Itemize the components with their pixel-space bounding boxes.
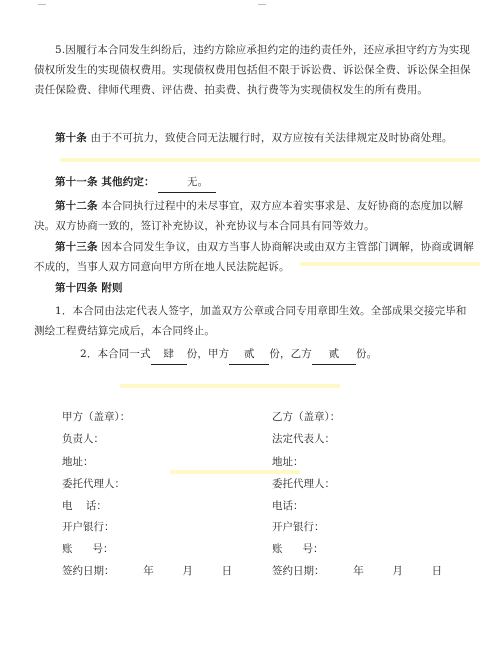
party-a-phone: 电 话： bbox=[62, 500, 107, 512]
party-a-date-label: 签约日期： bbox=[62, 565, 115, 577]
party-b-address: 地址： bbox=[272, 456, 304, 468]
party-a-account: 账 号： bbox=[62, 543, 114, 555]
clause11-title: 第十一条 其他约定： bbox=[55, 176, 155, 188]
copies-party-a: 贰 bbox=[229, 344, 269, 365]
clause12-text: 本合同执行过程中的未尽事宜，双方应本着实事求是、友好协商的态度加以解决。双方协商一致的，签订补充协议，补充协议与本合同具有同等效力。 bbox=[34, 200, 464, 232]
clause12-title: 第十二条 bbox=[55, 200, 98, 212]
clause12 bbox=[34, 196, 474, 236]
clause14-title: 第十四条 附则 bbox=[55, 282, 123, 294]
item2-prefix: 2．本合同一式 bbox=[80, 348, 151, 360]
party-a-date bbox=[62, 564, 232, 578]
copies-total: 肆 bbox=[151, 344, 187, 365]
copies-party-b: 贰 bbox=[312, 344, 356, 365]
party-a-address: 地址： bbox=[62, 456, 94, 468]
clause10-text: 由于不可抗力，致使合同无法履行时，双方应按有关法律规定及时协商处理。 bbox=[90, 132, 453, 144]
highlight-strip bbox=[170, 470, 300, 474]
clause11 bbox=[34, 172, 474, 193]
clause14-item1: 1．本合同由法定代表人签字，加盖双方公章或合同专用章即生效。全部成果交接完毕和测绘工程费结算完成后，本合同终止。 bbox=[34, 305, 467, 337]
item2-suffix: 份。 bbox=[355, 348, 378, 360]
party-b-person: 法定代表人： bbox=[272, 433, 335, 445]
party-b-title: 乙方（盖章）： bbox=[272, 411, 341, 423]
party-b-account: 账 号： bbox=[272, 543, 324, 555]
clause13 bbox=[34, 237, 474, 277]
scan-mark bbox=[38, 4, 46, 5]
party-b-date-label: 签约日期： bbox=[272, 565, 325, 577]
party-a-year: 年 bbox=[143, 565, 154, 577]
clause10 bbox=[34, 128, 474, 148]
clause9-item5: 5.因履行本合同发生纠纷后，违约方除应承担约定的违约责任外，还应承担守约方为实现债权所发生的实现债权费用。实现债权费用包括但不限于诉讼费、诉讼保全费、诉讼保全担保责任保险费、律师代理费、评估费、拍卖费、执行费等为实现债权发生的所有费用。 bbox=[34, 44, 471, 96]
party-b-date bbox=[272, 564, 442, 578]
party-a-month: 月 bbox=[182, 565, 193, 577]
party-b-agent: 委托代理人： bbox=[272, 478, 335, 490]
party-b-year: 年 bbox=[353, 565, 364, 577]
clause11-value: 无。 bbox=[158, 172, 216, 193]
clause14-item2 bbox=[80, 344, 480, 365]
party-a-day: 日 bbox=[221, 565, 233, 577]
party-a-agent: 委托代理人： bbox=[62, 478, 125, 490]
clause13-title: 第十三条 bbox=[55, 241, 98, 253]
highlight-strip bbox=[120, 384, 340, 388]
party-b-bank: 开户银行： bbox=[272, 521, 325, 533]
party-a-person: 负责人： bbox=[62, 433, 104, 445]
item2-mid2: 份，乙方 bbox=[269, 348, 312, 360]
party-b-phone: 电话： bbox=[272, 500, 304, 512]
party-a-bank: 开户银行： bbox=[62, 521, 115, 533]
party-b-day: 日 bbox=[431, 565, 443, 577]
highlight-strip bbox=[60, 158, 480, 162]
item2-mid1: 份，甲方 bbox=[186, 348, 230, 360]
scan-mark bbox=[258, 4, 266, 5]
party-b-month: 月 bbox=[392, 565, 403, 577]
clause13-text: 因本合同发生争议，由双方当事人协商解决或由双方主管部门调解，协商或调解不成的，当事人双方同意向甲方所在地人民法院起诉。 bbox=[34, 241, 474, 273]
clause10-title: 第十条 bbox=[55, 132, 87, 144]
party-a-title: 甲方（盖章）： bbox=[62, 411, 131, 423]
